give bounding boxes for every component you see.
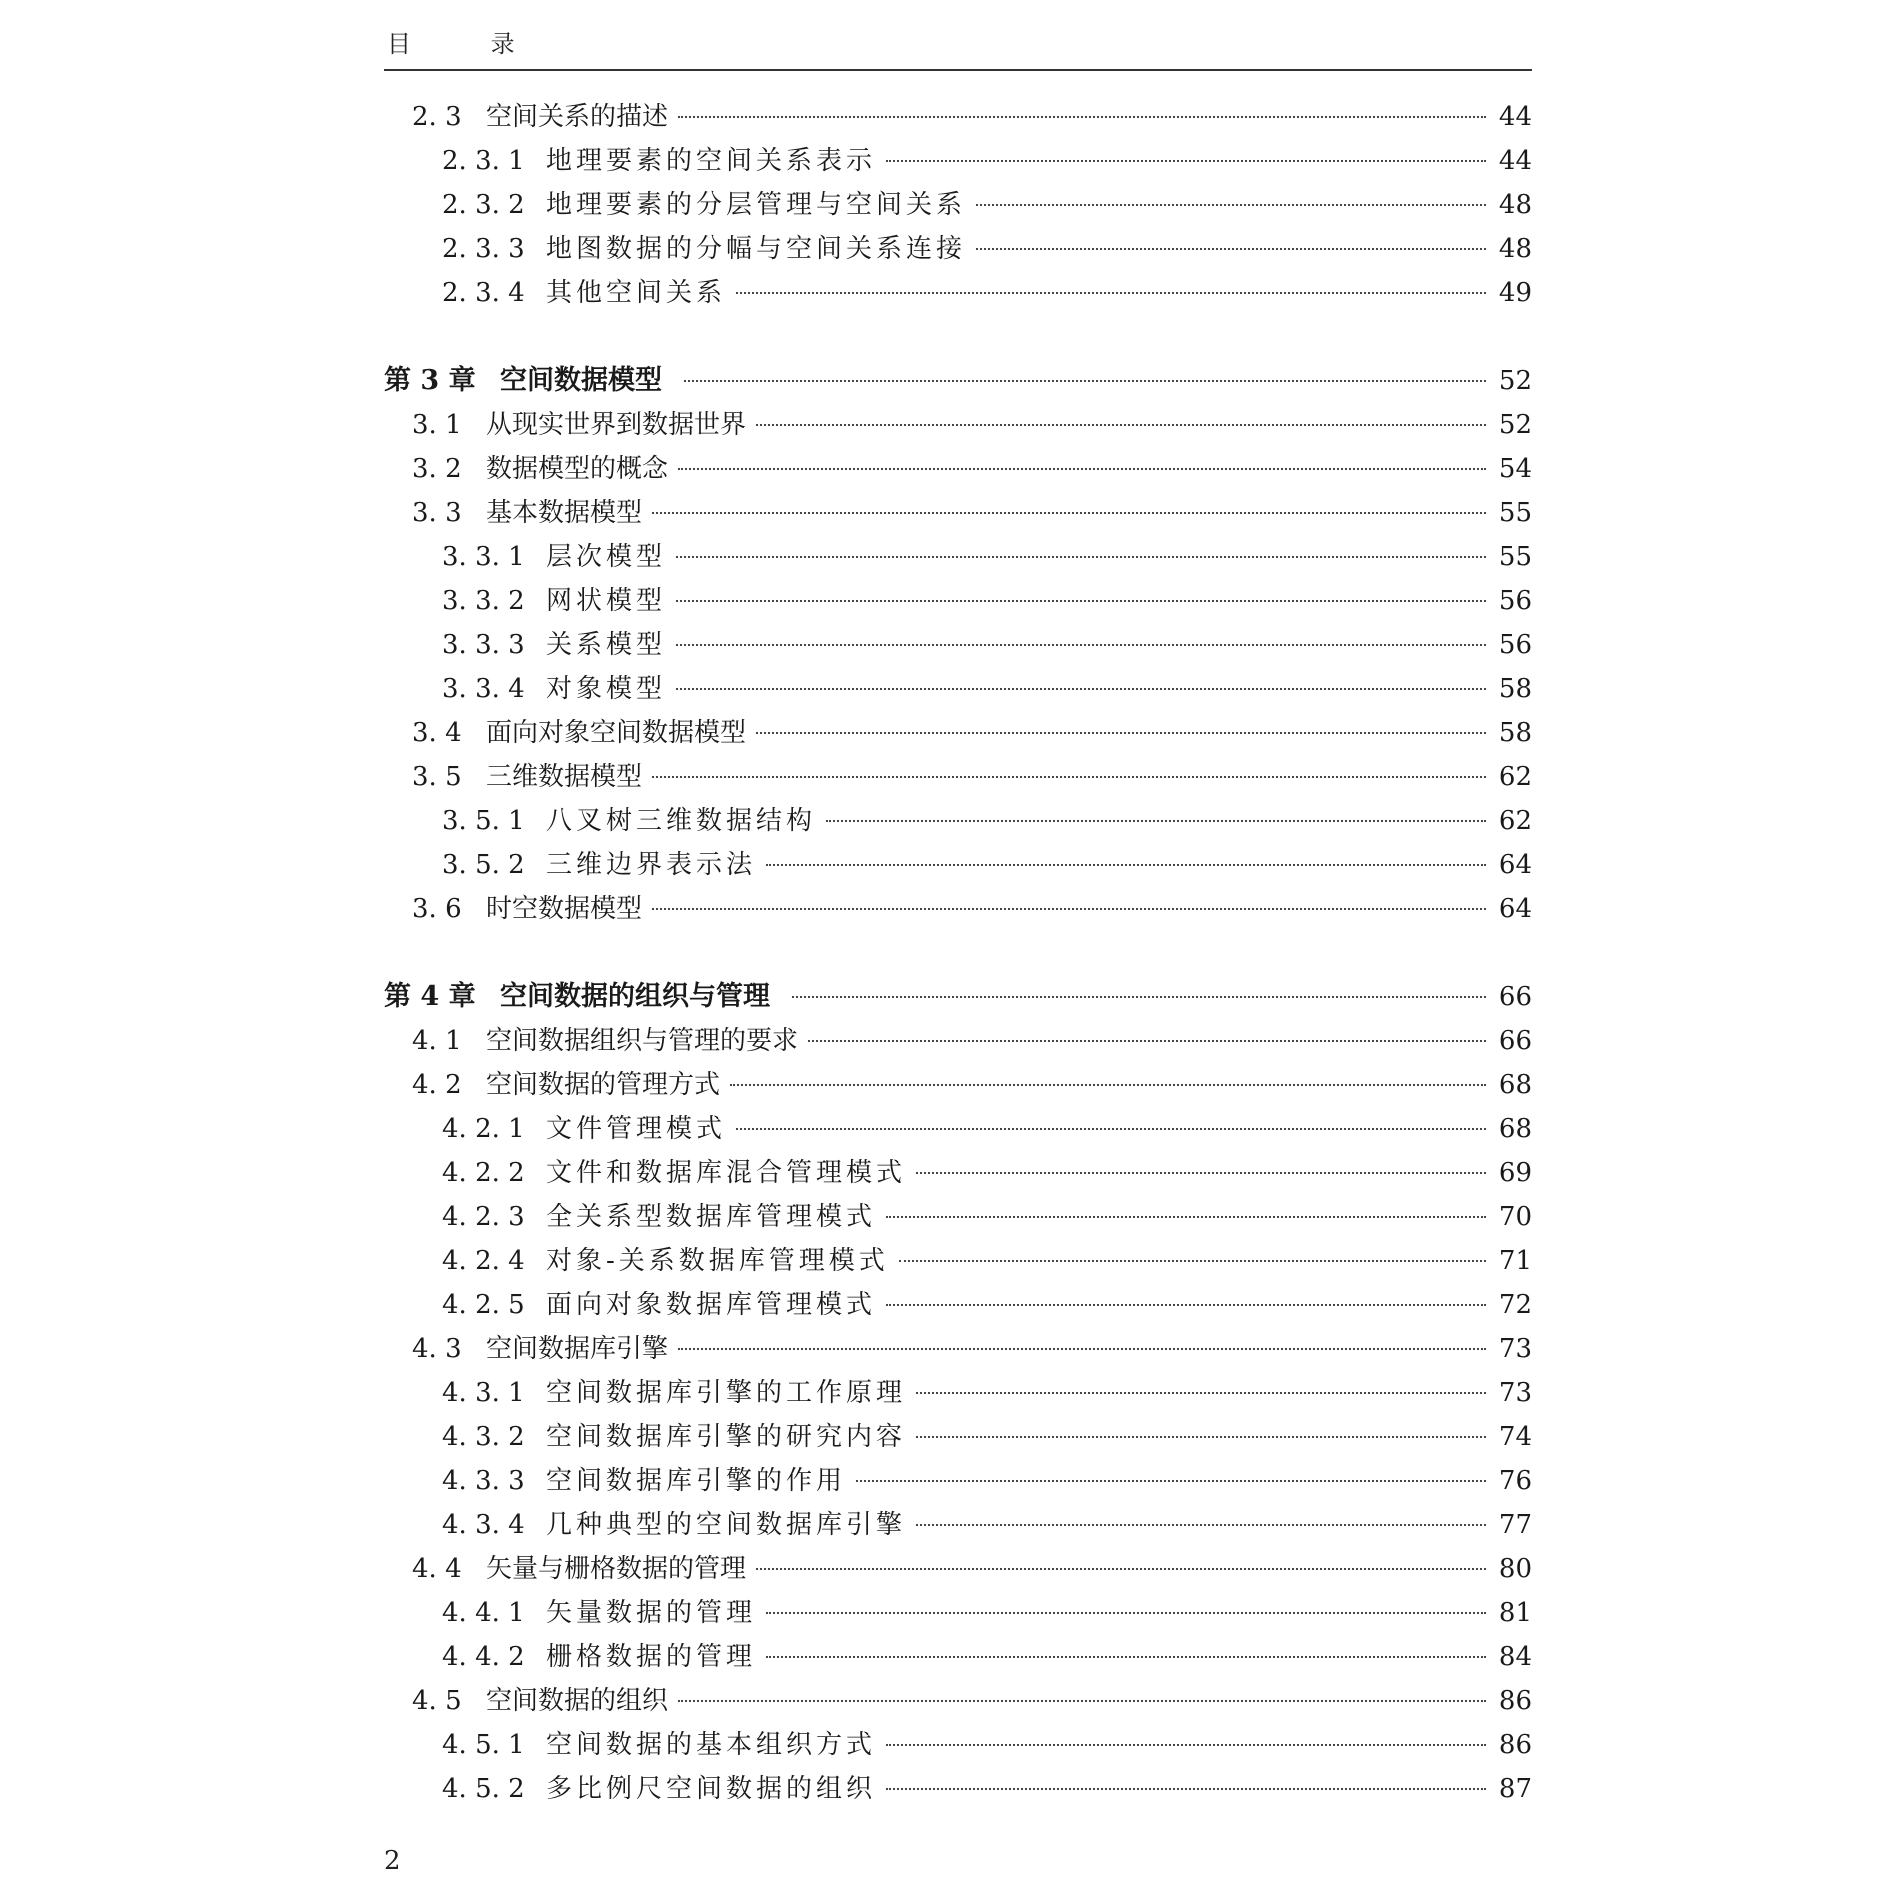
toc-entry-page: 81 (1498, 1598, 1532, 1628)
toc-entry[interactable] (384, 1547, 1532, 1591)
running-head: 目 录 (387, 30, 551, 58)
toc-entry-number: 2. 3. 2 (442, 190, 525, 220)
toc-entry-number: 3. 5. 2 (442, 850, 525, 880)
toc-entry-page: 64 (1498, 894, 1532, 924)
page-number: 2 (384, 1846, 401, 1876)
toc-entry-number: 3. 6 (412, 894, 462, 924)
toc-entry-page: 55 (1498, 542, 1532, 572)
toc-entry[interactable] (384, 183, 1532, 227)
toc-dot-leader (916, 1172, 1486, 1174)
toc-entry-number: 3. 3. 1 (442, 542, 525, 572)
toc-entry-title: 空间数据库引擎的工作原理 (546, 1378, 907, 1408)
toc-dot-leader (678, 1348, 1486, 1350)
toc-entry-number: 4. 4. 1 (442, 1598, 525, 1628)
toc-entry-number: 3. 3. 2 (442, 586, 525, 616)
toc-dot-leader (886, 1216, 1486, 1218)
toc-entry-page: 52 (1498, 366, 1532, 396)
toc-entry-title: 空间数据库引擎的作用 (546, 1466, 847, 1496)
header-rule (384, 69, 1532, 71)
toc-entry-number: 4. 3. 4 (442, 1510, 525, 1540)
toc-entry-title: 空间数据的组织与管理 (500, 981, 770, 1012)
toc-dot-leader (756, 424, 1486, 426)
toc-entry-number: 3. 2 (412, 454, 462, 484)
toc-entry-title: 八叉树三维数据结构 (546, 806, 817, 836)
toc-dot-leader (756, 732, 1486, 734)
toc-entry-page: 71 (1498, 1246, 1532, 1276)
toc-entry[interactable] (384, 403, 1532, 447)
toc-entry-number: 2. 3. 4 (442, 278, 525, 308)
toc-dot-leader (736, 292, 1486, 294)
toc-entry-number: 第 4 章 (384, 981, 476, 1012)
toc-entry[interactable] (384, 139, 1532, 183)
toc-entry[interactable] (384, 227, 1532, 271)
toc-dot-leader (652, 512, 1486, 514)
toc-entry-page: 86 (1498, 1730, 1532, 1760)
toc-entry-number: 2. 3. 3 (442, 234, 525, 264)
toc-entry-number: 第 3 章 (384, 365, 476, 396)
toc-dot-leader (678, 1700, 1486, 1702)
toc-entry-title: 面向对象空间数据模型 (486, 718, 747, 748)
toc-entry-title: 网状模型 (546, 586, 667, 616)
toc-entry-number: 4. 5. 2 (442, 1774, 525, 1804)
toc-entry-number: 4. 1 (412, 1026, 462, 1056)
toc-entry[interactable] (384, 1591, 1532, 1635)
toc-dot-leader (886, 160, 1486, 162)
toc-entry-number: 3. 1 (412, 410, 462, 440)
toc-entry[interactable] (384, 271, 1532, 315)
toc-entry-title: 矢量与栅格数据的管理 (486, 1554, 747, 1584)
document-page (384, 0, 1532, 1896)
toc-entry-title: 三维边界表示法 (546, 850, 757, 880)
toc-entry-title: 从现实世界到数据世界 (486, 410, 747, 440)
toc-entry[interactable] (384, 623, 1532, 667)
table-of-contents (384, 95, 1532, 1811)
toc-entry[interactable] (384, 1767, 1532, 1811)
toc-entry-page: 69 (1498, 1158, 1532, 1188)
toc-entry[interactable] (384, 843, 1532, 887)
toc-entry[interactable] (384, 1327, 1532, 1371)
toc-entry-title: 文件管理模式 (546, 1114, 727, 1144)
toc-entry-title: 空间数据库引擎的研究内容 (546, 1422, 907, 1452)
toc-entry-page: 72 (1498, 1290, 1532, 1320)
toc-dot-leader (678, 468, 1486, 470)
toc-dot-leader (676, 556, 1486, 558)
toc-dot-leader (886, 1788, 1486, 1790)
toc-entry[interactable] (384, 535, 1532, 579)
toc-dot-leader (856, 1480, 1486, 1482)
toc-entry-number: 4. 2. 1 (442, 1114, 525, 1144)
toc-entry-number: 2. 3 (412, 102, 462, 132)
toc-entry[interactable] (384, 711, 1532, 755)
toc-entry-title: 基本数据模型 (486, 498, 643, 528)
toc-entry-title: 对象-关系数据库管理模式 (546, 1246, 889, 1276)
toc-entry-page: 84 (1498, 1642, 1532, 1672)
toc-entry-number: 3. 3. 4 (442, 674, 525, 704)
toc-entry-number: 4. 3. 1 (442, 1378, 525, 1408)
toc-dot-leader (678, 116, 1486, 118)
toc-entry-number: 4. 2. 4 (442, 1246, 525, 1276)
toc-entry-page: 56 (1498, 586, 1532, 616)
toc-entry-title: 层次模型 (546, 542, 667, 572)
toc-entry-page: 86 (1498, 1686, 1532, 1716)
toc-entry-number: 2. 3. 1 (442, 146, 525, 176)
toc-dot-leader (916, 1436, 1486, 1438)
toc-entry-page: 55 (1498, 498, 1532, 528)
toc-entry-page: 56 (1498, 630, 1532, 660)
toc-entry-title: 地图数据的分幅与空间关系连接 (546, 234, 967, 264)
toc-entry-page: 48 (1498, 190, 1532, 220)
toc-entry-title: 数据模型的概念 (486, 454, 669, 484)
toc-dot-leader (916, 1392, 1486, 1394)
toc-entry-title: 其他空间关系 (546, 278, 727, 308)
toc-entry-title: 时空数据模型 (486, 894, 643, 924)
toc-entry[interactable] (384, 799, 1532, 843)
toc-entry-page: 54 (1498, 454, 1532, 484)
toc-entry[interactable] (384, 1283, 1532, 1327)
toc-entry-number: 4. 2. 3 (442, 1202, 525, 1232)
toc-entry-page: 44 (1498, 146, 1532, 176)
toc-entry-number: 4. 3. 2 (442, 1422, 525, 1452)
toc-entry-number: 3. 3 (412, 498, 462, 528)
toc-entry[interactable] (384, 1503, 1532, 1547)
toc-entry-title: 地理要素的分层管理与空间关系 (546, 190, 967, 220)
toc-entry-page: 68 (1498, 1114, 1532, 1144)
toc-dot-leader (808, 1040, 1486, 1042)
toc-entry[interactable] (384, 1635, 1532, 1679)
toc-entry-number: 4. 4. 2 (442, 1642, 525, 1672)
toc-entry-title: 面向对象数据库管理模式 (546, 1290, 877, 1320)
toc-entry-page: 44 (1498, 102, 1532, 132)
toc-entry-number: 4. 3. 3 (442, 1466, 525, 1496)
toc-entry-title: 空间数据组织与管理的要求 (486, 1026, 799, 1056)
toc-entry-number: 3. 3. 3 (442, 630, 525, 660)
toc-entry-number: 4. 2. 2 (442, 1158, 525, 1188)
toc-entry-title: 空间数据的基本组织方式 (546, 1730, 877, 1760)
toc-entry-page: 58 (1498, 674, 1532, 704)
toc-entry-title: 空间数据的组织 (486, 1686, 669, 1716)
toc-entry-page: 64 (1498, 850, 1532, 880)
toc-entry-page: 62 (1498, 762, 1532, 792)
toc-entry-page: 66 (1498, 1026, 1532, 1056)
toc-chapter-entry[interactable] (384, 359, 1532, 403)
toc-dot-leader (676, 600, 1486, 602)
toc-dot-leader (736, 1128, 1486, 1130)
toc-entry-number: 3. 5 (412, 762, 462, 792)
toc-dot-leader (766, 864, 1486, 866)
toc-entry[interactable] (384, 1107, 1532, 1151)
toc-entry-number: 4. 3 (412, 1334, 462, 1364)
toc-dot-leader (899, 1260, 1486, 1262)
toc-entry-title: 空间数据的管理方式 (486, 1070, 721, 1100)
toc-entry[interactable] (384, 1019, 1532, 1063)
toc-entry-page: 66 (1498, 982, 1532, 1012)
toc-entry[interactable] (384, 1063, 1532, 1107)
toc-entry-title: 文件和数据库混合管理模式 (546, 1158, 907, 1188)
toc-entry-page: 62 (1498, 806, 1532, 836)
toc-entry[interactable] (384, 1415, 1532, 1459)
toc-dot-leader (730, 1084, 1486, 1086)
toc-entry-page: 73 (1498, 1334, 1532, 1364)
toc-dot-leader (766, 1612, 1486, 1614)
toc-entry-page: 73 (1498, 1378, 1532, 1408)
toc-entry-title: 栅格数据的管理 (546, 1642, 757, 1672)
toc-dot-leader (886, 1744, 1486, 1746)
toc-entry-title: 矢量数据的管理 (546, 1598, 757, 1628)
toc-dot-leader (652, 908, 1486, 910)
toc-dot-leader (792, 996, 1486, 998)
toc-dot-leader (652, 776, 1486, 778)
toc-entry-title: 地理要素的空间关系表示 (546, 146, 877, 176)
toc-entry-page: 87 (1498, 1774, 1532, 1804)
toc-entry[interactable] (384, 667, 1532, 711)
toc-entry-title: 对象模型 (546, 674, 667, 704)
toc-dot-leader (676, 688, 1486, 690)
toc-entry-title: 多比例尺空间数据的组织 (546, 1774, 877, 1804)
toc-entry-number: 4. 4 (412, 1554, 462, 1584)
toc-entry[interactable] (384, 579, 1532, 623)
toc-entry[interactable] (384, 491, 1532, 535)
toc-entry[interactable] (384, 1723, 1532, 1767)
toc-entry-page: 48 (1498, 234, 1532, 264)
toc-entry[interactable] (384, 95, 1532, 139)
toc-entry-number: 4. 2 (412, 1070, 462, 1100)
toc-entry-title: 几种典型的空间数据库引擎 (546, 1510, 907, 1540)
toc-entry[interactable] (384, 1459, 1532, 1503)
toc-entry-number: 3. 4 (412, 718, 462, 748)
toc-dot-leader (976, 204, 1486, 206)
toc-entry-title: 空间关系的描述 (486, 102, 669, 132)
toc-entry[interactable] (384, 1239, 1532, 1283)
toc-dot-leader (676, 644, 1486, 646)
toc-entry[interactable] (384, 887, 1532, 931)
toc-entry[interactable] (384, 447, 1532, 491)
toc-dot-leader (766, 1656, 1486, 1658)
toc-dot-leader (826, 820, 1486, 822)
toc-dot-leader (756, 1568, 1486, 1570)
toc-dot-leader (684, 380, 1486, 382)
toc-entry-page: 74 (1498, 1422, 1532, 1452)
toc-chapter-entry[interactable] (384, 975, 1532, 1019)
toc-entry[interactable] (384, 1679, 1532, 1723)
toc-entry-page: 58 (1498, 718, 1532, 748)
toc-entry-page: 77 (1498, 1510, 1532, 1540)
toc-entry-page: 70 (1498, 1202, 1532, 1232)
toc-entry[interactable] (384, 1195, 1532, 1239)
toc-entry-number: 4. 5. 1 (442, 1730, 525, 1760)
toc-entry-title: 空间数据库引擎 (486, 1334, 669, 1364)
toc-entry-title: 关系模型 (546, 630, 667, 660)
toc-entry-page: 49 (1498, 278, 1532, 308)
toc-dot-leader (916, 1524, 1486, 1526)
toc-entry-title: 全关系型数据库管理模式 (546, 1202, 877, 1232)
toc-dot-leader (976, 248, 1486, 250)
toc-entry-title: 空间数据模型 (500, 365, 662, 396)
toc-entry-number: 3. 5. 1 (442, 806, 525, 836)
toc-entry[interactable] (384, 755, 1532, 799)
toc-entry[interactable] (384, 1371, 1532, 1415)
toc-entry[interactable] (384, 1151, 1532, 1195)
toc-entry-number: 4. 5 (412, 1686, 462, 1716)
toc-entry-page: 52 (1498, 410, 1532, 440)
toc-dot-leader (886, 1304, 1486, 1306)
toc-entry-page: 68 (1498, 1070, 1532, 1100)
toc-entry-page: 76 (1498, 1466, 1532, 1496)
toc-entry-number: 4. 2. 5 (442, 1290, 525, 1320)
toc-entry-page: 80 (1498, 1554, 1532, 1584)
toc-entry-title: 三维数据模型 (486, 762, 643, 792)
